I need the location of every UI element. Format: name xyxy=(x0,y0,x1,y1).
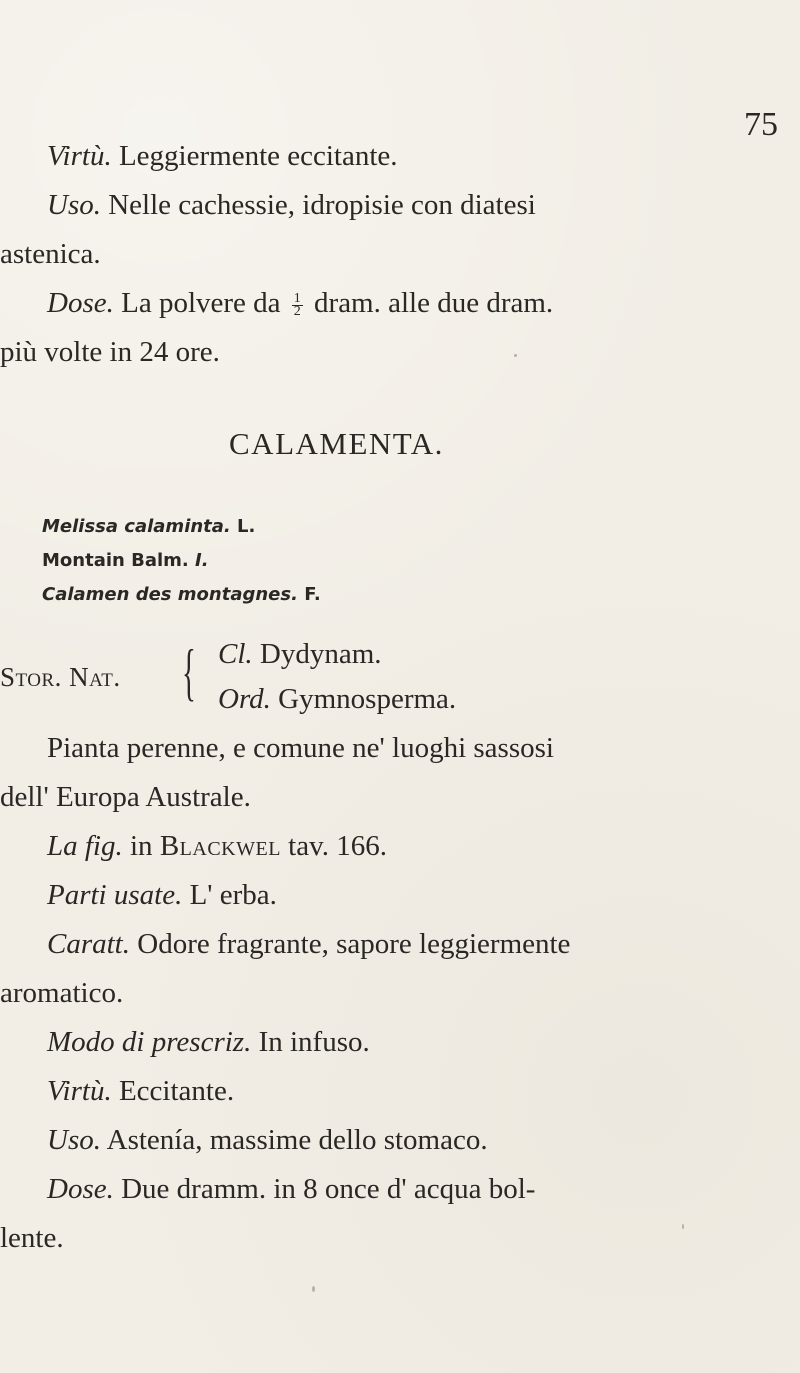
synonym-latin xyxy=(42,518,255,536)
figure-author: Blackwel xyxy=(159,830,281,862)
classification-row-1 xyxy=(218,640,382,669)
synonym-english-tag: I. xyxy=(195,550,209,571)
paper-speck xyxy=(682,1224,684,1229)
caratt-line xyxy=(47,930,570,959)
dose-text-a: La polvere da xyxy=(121,287,281,319)
classification-row-2 xyxy=(218,685,456,714)
section-heading: CALAMENTA. xyxy=(229,426,444,461)
class-value: Dydynam. xyxy=(259,638,382,670)
modo-text: In infuso. xyxy=(258,1026,370,1058)
figure-label: La fig. xyxy=(47,830,123,862)
virtu-label: Virtù. xyxy=(47,140,112,172)
virtu-text: Leggiermente eccitante. xyxy=(118,140,398,172)
synonym-english xyxy=(42,552,209,570)
dose-text-2: Due dramm. in 8 once d' acqua bol- xyxy=(121,1173,536,1205)
brace-glyph: { xyxy=(182,636,196,707)
virtu-line-2 xyxy=(47,1077,234,1106)
uso-line xyxy=(47,191,536,220)
synonym-french-tag: F. xyxy=(304,584,321,605)
paper-speck xyxy=(312,1286,315,1292)
uso-line-2 xyxy=(47,1126,488,1155)
uso-continuation: astenica. xyxy=(0,238,101,270)
dose-continuation-2: lente. xyxy=(0,1222,64,1254)
stor-nat-label: Stor. Nat. xyxy=(0,662,121,692)
page-number: 75 xyxy=(744,106,778,143)
paper-speck xyxy=(514,354,517,357)
modo-label: Modo di prescriz. xyxy=(47,1026,252,1058)
caratt-continuation: aromatico. xyxy=(0,977,124,1009)
order-key: Ord. xyxy=(218,683,271,715)
fraction-numerator: 1 xyxy=(293,290,301,306)
synonym-french xyxy=(42,586,321,604)
synonym-french-name: Calamen des montagnes. xyxy=(42,584,298,605)
parti-text: L' erba. xyxy=(189,879,277,911)
figure-line xyxy=(47,832,387,861)
synonym-latin-tag: L. xyxy=(237,516,256,537)
synonym-latin-name: Melissa calaminta. xyxy=(42,516,231,537)
figure-text-a: in xyxy=(130,830,153,862)
synonym-english-name: Montain Balm. xyxy=(42,550,189,571)
dose-line xyxy=(47,289,553,318)
virtu-line xyxy=(47,142,398,171)
uso-text-2: Astenía, massime dello stomaco. xyxy=(106,1124,488,1156)
virtu-text-2: Eccitante. xyxy=(118,1075,235,1107)
caratt-label: Caratt. xyxy=(47,928,130,960)
parti-label: Parti usate. xyxy=(47,879,183,911)
description-line-2: dell' Europa Australe. xyxy=(0,781,251,813)
dose-line-2 xyxy=(47,1175,535,1204)
dose-label: Dose. xyxy=(47,287,114,319)
class-key: Cl. xyxy=(218,638,253,670)
dose-text-b: dram. alle due dram. xyxy=(314,287,554,319)
dose-label-2: Dose. xyxy=(47,1173,114,1205)
virtu-label-2: Virtù. xyxy=(47,1075,112,1107)
description-line-1: Pianta perenne, e comune ne' luoghi sassosi xyxy=(47,732,554,764)
uso-label-2: Uso. xyxy=(47,1124,101,1156)
dose-continuation: più volte in 24 ore. xyxy=(0,336,220,368)
caratt-text: Odore fragrante, sapore leggiermente xyxy=(137,928,571,960)
uso-text: Nelle cachessie, idropisie con diatesi xyxy=(108,189,536,221)
order-value: Gymnosperma. xyxy=(278,683,457,715)
dose-fraction xyxy=(292,290,303,319)
figure-text-b: tav. 166. xyxy=(288,830,387,862)
uso-label: Uso. xyxy=(47,189,101,221)
fraction-denominator: 2 xyxy=(293,303,301,319)
parti-line xyxy=(47,881,277,910)
modo-line xyxy=(47,1028,370,1057)
